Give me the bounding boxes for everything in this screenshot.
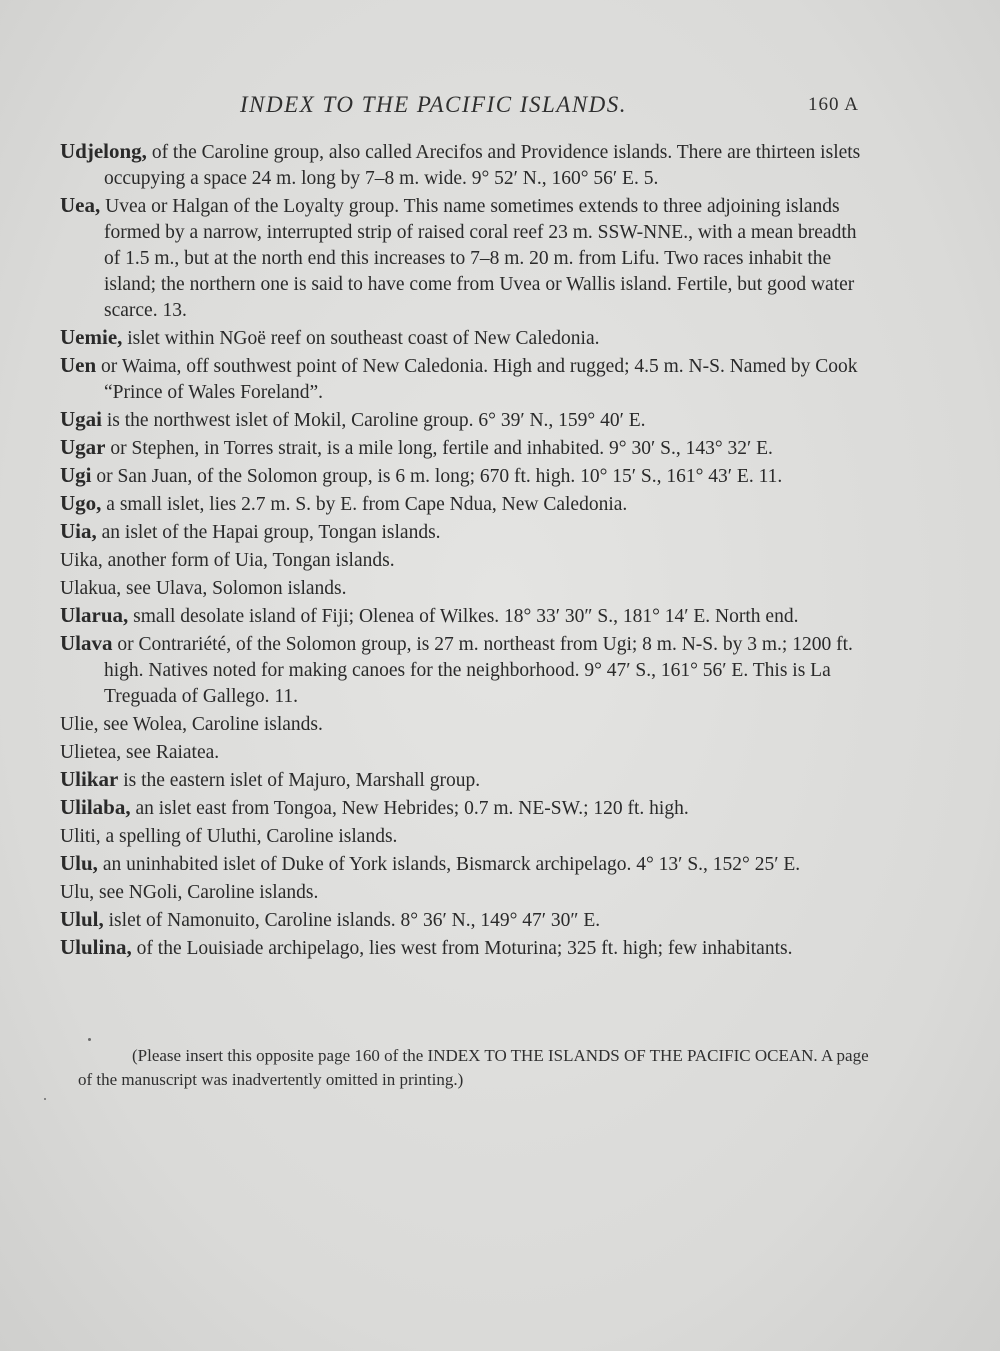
entry-text: Uika, another form of Uia, Tongan islands.: [60, 550, 395, 571]
index-entry: [60, 794, 868, 822]
index-entry: [60, 138, 868, 192]
entry-text: islet within NGoë reef on southeast coast of New Caledonia.: [122, 328, 600, 349]
index-entry: [60, 906, 868, 934]
entry-text: a small islet, lies 2.7 m. S. by E. from Cape Ndua, New Caledonia.: [101, 494, 628, 515]
entry-text: small desolate island of Fiji; Olenea of Wilkes. 18° 33′ 30″ S., 181° 14′ E. North end.: [128, 606, 799, 627]
entry-headword: Uen: [60, 353, 97, 377]
entry-text: Uvea or Halgan of the Loyalty group. This name sometimes extends to three adjoining islands formed by a narrow, interrupted strip of raised coral reef 23 m. SSW-NNE., with a mean breadth of 1.5 m., but at the north end this increases to 7–8 m. 20 m. from Lifu. Two races inhabit the island; the northern one is said to have come from Uvea or Wallis island. Fertile, but good water scarce. 13.: [100, 196, 857, 321]
index-entry: [60, 546, 868, 574]
index-entries: [60, 138, 868, 962]
entry-headword: Udjelong,: [60, 139, 147, 163]
index-entry: [60, 738, 868, 766]
entry-text: an uninhabited islet of Duke of York islands, Bismarck archipelago. 4° 13′ S., 152° 25′ E.: [97, 854, 801, 875]
entry-text: islet of Namonuito, Caroline islands. 8° 36′ N., 149° 47′ 30″ E.: [103, 910, 601, 931]
index-entry: [60, 822, 868, 850]
print-speck: [88, 1038, 91, 1041]
entry-headword: Ulilaba,: [60, 795, 131, 819]
index-entry: [60, 850, 868, 878]
entry-text: or Stephen, in Torres strait, is a mile long, fertile and inhabited. 9° 30′ S., 143° 32′ E.: [105, 438, 773, 459]
entry-text: or San Juan, of the Solomon group, is 6 m. long; 670 ft. high. 10° 15′ S., 161° 43′ E. 11.: [91, 466, 783, 487]
entry-text: Ulakua, see Ulava, Solomon islands.: [60, 578, 347, 599]
print-speck: [44, 1098, 46, 1100]
index-entry: [60, 630, 868, 710]
entry-headword: Ululina,: [60, 935, 132, 959]
entry-headword: Ugo,: [60, 491, 102, 515]
entry-headword: Ugar: [60, 435, 106, 459]
entry-text: Ulu, see NGoli, Caroline islands.: [60, 882, 319, 903]
running-title: INDEX TO THE PACIFIC ISLANDS.: [240, 92, 628, 117]
entry-text: of the Louisiade archipelago, lies west from Moturina; 325 ft. high; few inhabitants.: [131, 938, 793, 959]
index-entry: [60, 352, 868, 406]
page-number: 160 A: [808, 94, 859, 115]
entry-text: or Contrariété, of the Solomon group, is 27 m. northeast from Ugi; 8 m. N-S. by 3 m.; 1200 ft. high. Natives noted for making canoes for the neighborhood. 9° 47′ S., 161° 56′ E. This is La Treguada of Gallego. 11.: [104, 634, 853, 707]
index-entry: [60, 766, 868, 794]
entry-text: is the northwest islet of Mokil, Caroline group. 6° 39′ N., 159° 40′ E.: [102, 410, 646, 431]
insertion-footnote: (Please insert this opposite page 160 of the INDEX TO THE ISLANDS OF THE PACIFIC OCEAN. A page of the manuscript was inadvertently omitted in printing.): [78, 1046, 869, 1089]
entry-text: Ulie, see Wolea, Caroline islands.: [60, 714, 323, 735]
entry-text: is the eastern islet of Majuro, Marshall group.: [118, 770, 481, 791]
entry-headword: Ulu,: [60, 851, 98, 875]
entry-headword: Ugai: [60, 407, 102, 431]
index-entry: [60, 324, 868, 352]
entry-text: an islet east from Tongoa, New Hebrides; 0.7 m. NE-SW.; 120 ft. high.: [130, 798, 689, 819]
index-entry: [60, 462, 868, 490]
index-entry: [60, 934, 868, 962]
index-entry: [60, 406, 868, 434]
entry-text: of the Caroline group, also called Arecifos and Providence islands. There are thirteen islets occupying a space 24 m. long by 7–8 m. wide. 9° 52′ N., 160° 56′ E. 5.: [104, 142, 861, 189]
entry-headword: Ularua,: [60, 603, 129, 627]
index-entry: [60, 602, 868, 630]
index-entry: [60, 710, 868, 738]
entry-headword: Ulikar: [60, 767, 119, 791]
entry-headword: Uemie,: [60, 325, 123, 349]
entry-headword: Uia,: [60, 519, 97, 543]
index-entry: [60, 574, 868, 602]
entry-text: or Waima, off southwest point of New Caledonia. High and rugged; 4.5 m. N-S. Named by Cook “Prince of Wales Foreland”.: [96, 356, 858, 403]
entry-text: an islet of the Hapai group, Tongan islands.: [96, 522, 441, 543]
entry-headword: Ulava: [60, 631, 113, 655]
index-entry: [60, 434, 868, 462]
entry-headword: Ulul,: [60, 907, 104, 931]
entry-text: Ulietea, see Raiatea.: [60, 742, 220, 763]
index-entry: [60, 878, 868, 906]
index-entry: [60, 192, 868, 324]
entry-headword: Uea,: [60, 193, 101, 217]
entry-headword: Ugi: [60, 463, 92, 487]
entry-text: Uliti, a spelling of Uluthi, Caroline islands.: [60, 826, 398, 847]
index-entry: [60, 490, 868, 518]
index-entry: [60, 518, 868, 546]
